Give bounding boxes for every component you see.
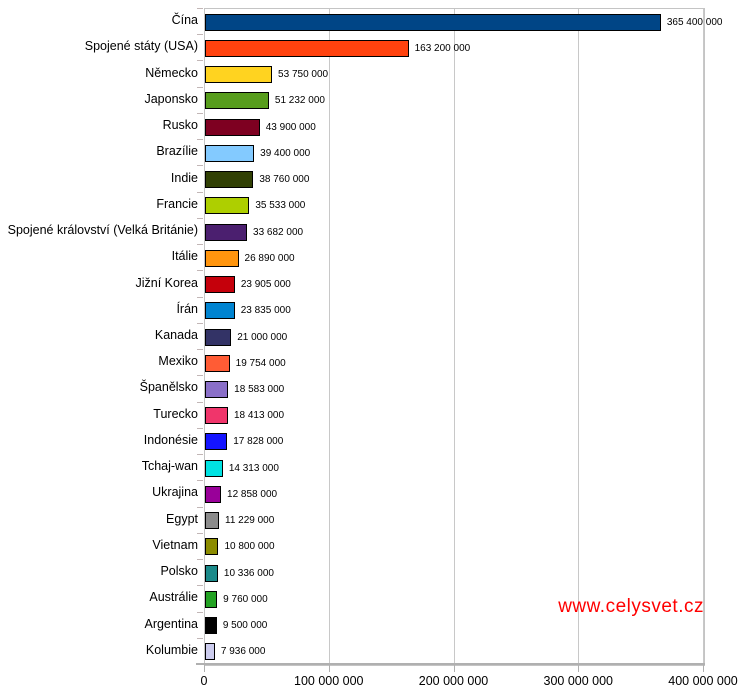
value-label: 18 413 000 (233, 410, 285, 422)
value-label: 21 000 000 (237, 331, 288, 343)
value-label: 10 800 000 (224, 541, 275, 553)
value-label: 23 905 000 (240, 279, 291, 291)
y-axis-tick (197, 244, 203, 245)
x-axis-tick (578, 665, 579, 672)
value-label: 18 583 000 (234, 383, 285, 395)
value-label: 33 682 000 (253, 226, 304, 238)
bar-Egypt (205, 512, 219, 529)
category-label: Brazílie (156, 144, 198, 159)
category-label: Jižní Korea (135, 275, 198, 290)
bar-Kanada (205, 329, 231, 346)
category-label: Itálie (171, 249, 198, 264)
value-label: 14 313 000 (228, 462, 279, 474)
y-axis-tick (197, 34, 203, 35)
y-axis-tick (197, 60, 203, 61)
category-label: Kolumbie (145, 642, 198, 657)
bar-Japonsko (205, 92, 269, 109)
bar-Turecko (205, 407, 228, 424)
x-axis-tick-label: 400 000 000 (668, 674, 738, 688)
bar-Německo (205, 66, 272, 83)
category-label: Čína (171, 13, 198, 28)
bar-Spojené státy (USA) (205, 40, 409, 57)
y-axis-tick (197, 87, 203, 88)
bar-Vietnam (205, 538, 218, 555)
category-label: Vietnam (152, 537, 198, 552)
category-label: Spojené státy (USA) (84, 39, 198, 54)
y-axis-tick (197, 402, 203, 403)
category-label: Turecko (153, 406, 198, 421)
y-axis-tick (197, 113, 203, 114)
y-axis-tick (197, 192, 203, 193)
value-label: 53 750 000 (278, 69, 329, 81)
category-label: Indie (170, 170, 198, 185)
value-label: 7 936 000 (220, 646, 266, 658)
category-label: Mexiko (158, 354, 198, 369)
value-label: 17 828 000 (233, 436, 284, 448)
y-axis-tick (197, 480, 203, 481)
x-axis-tick (454, 665, 455, 672)
value-label: 9 760 000 (223, 593, 268, 605)
value-label: 51 232 000 (274, 95, 325, 107)
x-axis-line (196, 663, 705, 665)
bar-Čína (205, 14, 661, 31)
bar-Itálie (205, 250, 239, 267)
x-axis-tick (204, 665, 205, 672)
bar-Polsko (205, 565, 218, 582)
y-axis-tick (197, 297, 203, 298)
y-axis-tick (197, 612, 203, 613)
gridline (578, 9, 579, 665)
y-axis-tick (197, 585, 203, 586)
y-axis-tick (197, 139, 203, 140)
bar-Indie (205, 171, 253, 188)
category-label: Írán (176, 301, 198, 316)
value-label: 35 533 000 (255, 200, 306, 212)
bar-Spojené království (Velká Británie) (205, 224, 247, 241)
value-label: 26 890 000 (244, 252, 295, 264)
category-label: Argentina (144, 616, 198, 631)
value-label: 23 835 000 (240, 305, 291, 317)
bar-Jižní Korea (205, 276, 235, 293)
category-label: Francie (156, 196, 198, 211)
value-label: 12 858 000 (227, 488, 278, 500)
bar-Brazílie (205, 145, 254, 162)
y-axis-tick (197, 218, 203, 219)
value-label: 10 336 000 (223, 567, 274, 579)
gridline (703, 9, 704, 665)
y-axis-tick (197, 559, 203, 560)
y-axis-tick (197, 165, 203, 166)
y-axis-tick (197, 454, 203, 455)
x-axis-tick-label: 200 000 000 (418, 674, 489, 688)
bar-Ukrajina (205, 486, 221, 503)
bar-Írán (205, 302, 235, 319)
value-label: 19 754 000 (235, 357, 286, 369)
bar-Indonésie (205, 433, 227, 450)
value-label: 39 400 000 (260, 147, 311, 159)
y-axis-tick (197, 323, 203, 324)
y-axis-tick (197, 270, 203, 271)
value-label: 38 760 000 (259, 174, 310, 186)
bar-Argentina (205, 617, 217, 634)
bar-Francie (205, 197, 249, 214)
value-label: 11 229 000 (225, 515, 275, 527)
x-axis-tick (329, 665, 330, 672)
category-label: Indonésie (143, 432, 198, 447)
category-label: Polsko (160, 564, 198, 579)
plot-area (204, 8, 723, 666)
watermark-text: www.celysvet.cz (558, 596, 704, 617)
category-label: Kanada (154, 328, 198, 342)
y-axis-tick (197, 349, 203, 350)
y-axis-tick (197, 428, 203, 429)
category-label: Japonsko (144, 91, 198, 106)
gridline (454, 9, 455, 665)
y-axis-tick (197, 638, 203, 639)
value-label: 365 400 000 (666, 16, 723, 28)
value-label: 9 500 000 (222, 620, 268, 632)
y-axis-tick (197, 533, 203, 534)
bar-Austrálie (205, 591, 217, 608)
bar-Španělsko (205, 381, 228, 398)
value-label: 163 200 000 (414, 42, 471, 54)
x-axis-tick-label: 0 (200, 674, 208, 688)
bar-Mexiko (205, 355, 230, 372)
bar-Rusko (205, 119, 260, 136)
y-axis-tick (197, 507, 203, 508)
value-label: 43 900 000 (265, 121, 316, 133)
category-label: Rusko (162, 118, 198, 133)
y-axis-tick (197, 375, 203, 376)
category-label: Německo (145, 65, 198, 80)
bar-Tchaj-wan (205, 460, 223, 477)
bar-Kolumbie (205, 643, 215, 660)
x-axis-tick (703, 665, 704, 672)
y-axis-tick (197, 8, 203, 9)
category-label: Ukrajina (152, 485, 198, 500)
category-label: Spojené království (Velká Británie) (7, 223, 198, 238)
x-axis-tick-label: 100 000 000 (293, 674, 364, 688)
category-label: Španělsko (139, 380, 198, 395)
category-label: Tchaj-wan (141, 459, 198, 474)
x-axis-tick-label: 300 000 000 (543, 674, 614, 688)
category-label: Austrálie (149, 590, 198, 605)
category-label: Egypt (166, 511, 198, 526)
gridline (329, 9, 330, 665)
